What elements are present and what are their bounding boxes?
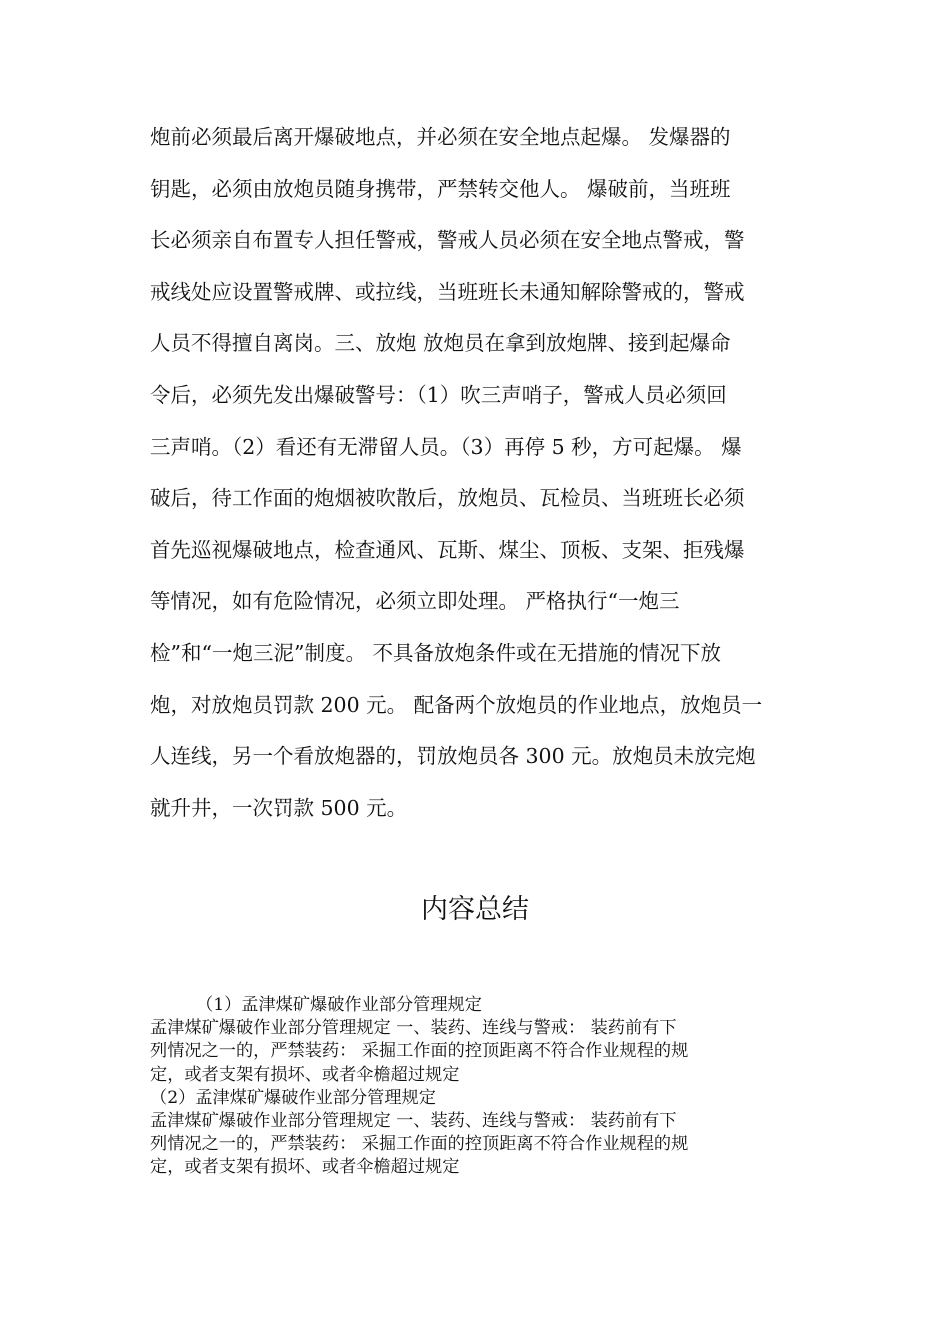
summary-line: 孟津煤矿爆破作业部分管理规定 一、装药、连线与警戒： 装药前有下 [150, 1110, 677, 1131]
body-line: 首先巡视爆破地点，检查通风、瓦斯、煤尘、顶板、支架、拒残爆 [150, 537, 745, 562]
body-line: 长必须亲自布置专人担任警戒，警戒人员必须在安全地点警戒，警 [150, 228, 745, 253]
body-line: 人连线，另一个看放炮器的，罚放炮员各 300 元。放炮员未放完炮 [150, 744, 756, 769]
summary-line: 列情况之一的，严禁装药： 采掘工作面的控顶距离不符合作业规程的规 [150, 1134, 689, 1155]
body-text [150, 118, 810, 840]
body-line: 等情况，如有危险情况，必须立即处理。 严格执行“一炮三 [150, 589, 680, 614]
body-line: 戒线处应设置警戒牌、或拉线，当班班长未通知解除警戒的，警戒 [150, 279, 745, 304]
body-line: 三声哨。（2）看还有无滞留人员。（3）再停 5 秒，方可起爆。 爆 [150, 434, 742, 459]
summary-line: 列情况之一的，严禁装药： 采掘工作面的控顶距离不符合作业规程的规 [150, 1041, 689, 1062]
body-line: 钥匙，必须由放炮员随身携带，严禁转交他人。 爆破前，当班班 [150, 176, 731, 201]
summary-section [150, 994, 810, 1180]
body-line: 炮前必须最后离开爆破地点，并必须在安全地点起爆。 发爆器的 [150, 125, 731, 149]
summary-item-heading: （1）孟津煤矿爆破作业部分管理规定 [196, 995, 482, 1015]
body-line: 令后，必须先发出爆破警号：（1）吹三声哨子，警戒人员必须回 [150, 382, 727, 407]
body-line: 破后，待工作面的炮烟被吹散后，放炮员、瓦检员、当班班长必须 [150, 486, 745, 511]
body-line: 检”和“一炮三泥”制度。 不具备放炮条件或在无措施的情况下放 [150, 640, 721, 665]
body-line: 炮，对放炮员罚款 200 元。 配备两个放炮员的作业地点，放炮员一 [150, 692, 763, 717]
body-line: 就升井，一次罚款 500 元。 [150, 795, 408, 820]
summary-line: 定，或者支架有损坏、或者伞檐超过规定 [150, 1157, 460, 1178]
summary-line: 定，或者支架有损坏、或者伞檐超过规定 [150, 1064, 460, 1085]
body-line: 人员不得擅自离岗。三、放炮 放炮员在拿到放炮牌、接到起爆命 [150, 331, 731, 356]
summary-title: 内容总结 [421, 894, 529, 925]
summary-item-heading: （2）孟津煤矿爆破作业部分管理规定 [150, 1087, 436, 1108]
summary-line: 孟津煤矿爆破作业部分管理规定 一、装药、连线与警戒： 装药前有下 [150, 1018, 677, 1039]
